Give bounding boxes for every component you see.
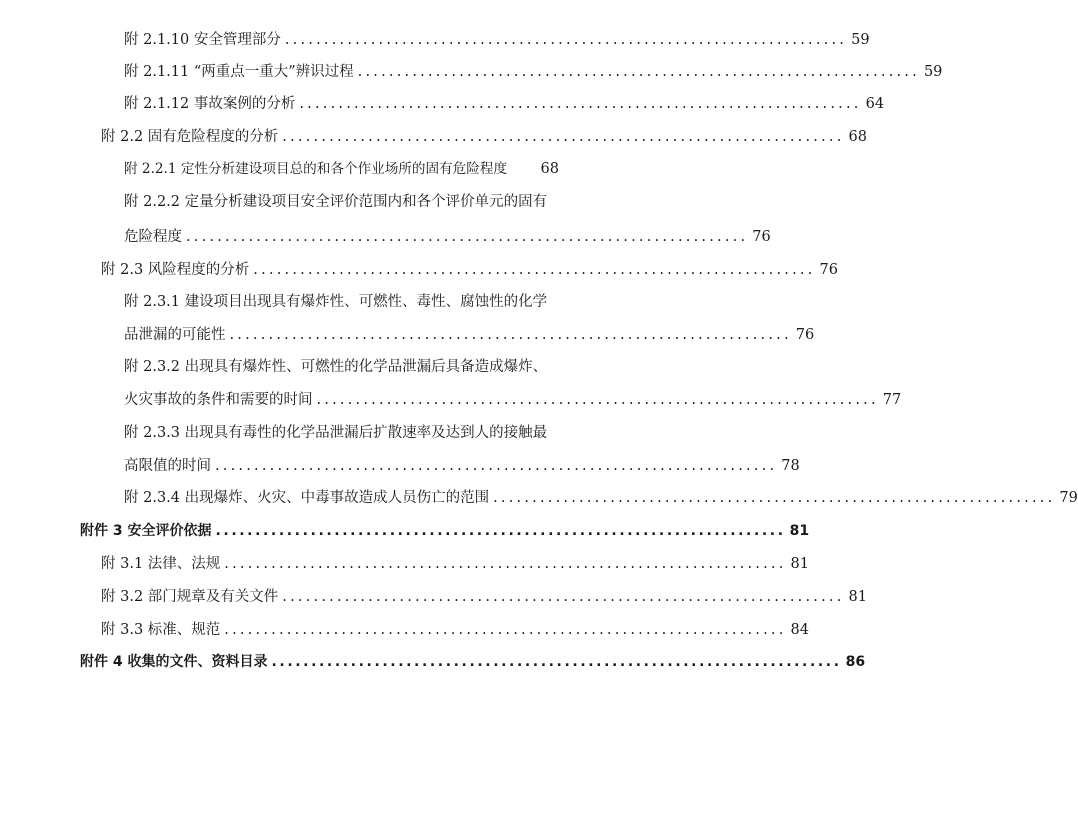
leader-dots: ........................................................................ — [357, 64, 920, 80]
toc-entry-page: 86 — [845, 654, 866, 670]
toc-entry-continuation: 火灾事故的条件和需要的时间 — [124, 392, 313, 408]
toc-entry-label: 附 2.1.10 安全管理部分 — [124, 32, 281, 48]
toc-entry-page: 68 — [540, 161, 559, 177]
leader-dots: ........................................................................ — [282, 589, 845, 605]
leader-dots: ........................................................................ — [215, 458, 778, 474]
toc-entry-page: 76 — [819, 262, 838, 278]
leader-dots: ........................................................................ — [271, 654, 842, 670]
toc-entry-first-line[interactable]: 附 2.3.3 出现具有毒性的化学品泄漏后扩散速率及达到人的接触最 — [124, 425, 548, 441]
toc-entry-first-line[interactable]: 附 2.3.2 出现具有爆炸性、可燃性的化学品泄漏后具备造成爆炸、 — [124, 359, 548, 375]
toc-entry-page: 76 — [752, 229, 771, 245]
toc-entry-page: 78 — [781, 458, 800, 474]
leader-dots: ........................................................................ — [282, 129, 845, 145]
toc-entry[interactable] — [101, 554, 809, 574]
leader-dots: ........................................................................ — [299, 96, 862, 112]
toc-entry-label: 附 2.3 风险程度的分析 — [101, 262, 250, 278]
leader-dots: ........................................................................ — [215, 523, 786, 539]
leader-dots: ........................................................................ — [224, 556, 787, 572]
toc-entry[interactable] — [124, 30, 870, 50]
toc-entry-continuation: 品泄漏的可能性 — [124, 327, 226, 343]
toc-entry[interactable] — [124, 325, 815, 345]
toc-entry[interactable] — [124, 94, 885, 114]
leader-dots: ........................................................................ — [253, 262, 816, 278]
toc-entry-page: 64 — [865, 96, 885, 112]
toc-entry-page: 84 — [790, 622, 809, 638]
toc-entry-label: 附 2.1.12 事故案例的分析 — [124, 96, 296, 112]
toc-entry[interactable] — [101, 587, 867, 607]
toc-entry-label: 附件 3 安全评价依据 — [80, 523, 212, 539]
toc-entry-page: 81 — [790, 556, 809, 572]
toc-entry[interactable] — [124, 62, 943, 82]
toc-entry-continuation: 危险程度 — [124, 229, 182, 245]
toc-entry[interactable] — [101, 127, 867, 147]
toc-entry[interactable] — [124, 227, 771, 247]
toc-entry[interactable] — [124, 456, 800, 476]
toc-entry-label: 附件 4 收集的文件、资料目录 — [80, 654, 268, 670]
leader-dots: ........................................................................ — [316, 392, 879, 408]
toc-entry[interactable] — [80, 652, 866, 672]
toc-entry-first-line[interactable]: 附 2.3.1 建设项目出现具有爆炸性、可燃性、毒性、腐蚀性的化学 — [124, 294, 548, 310]
toc-entry-label: 附 2.3.4 出现爆炸、火灾、中毒事故造成人员伤亡的范围 — [124, 490, 490, 506]
toc-entry[interactable] — [101, 260, 838, 280]
leader-dots: ........................................................................ — [186, 229, 749, 245]
toc-entry-page: 59 — [923, 64, 943, 80]
toc-entry-label: 附 3.1 法律、法规 — [101, 556, 221, 572]
toc-entry-label: 附 2.2 固有危险程度的分析 — [101, 129, 279, 145]
toc-entry-label: 附 2.2.1 定性分析建设项目总的和各个作业场所的固有危险程度 — [124, 161, 508, 177]
toc-entry-page: 77 — [882, 392, 902, 408]
toc-entry-page: 81 — [789, 523, 810, 539]
toc-entry[interactable] — [124, 488, 1078, 508]
toc-entry-page: 59 — [851, 32, 870, 48]
toc-entry-label: 附 2.1.11 “两重点一重大”辨识过程 — [124, 64, 354, 80]
toc-entry[interactable] — [124, 390, 902, 410]
toc-entry-page: 79 — [1059, 490, 1078, 506]
toc-entry-page: 76 — [795, 327, 815, 343]
leader-dots: ........................................................................ — [224, 622, 787, 638]
toc-entry-first-line[interactable]: 附 2.2.2 定量分析建设项目安全评价范围内和各个评价单元的固有 — [124, 194, 548, 210]
leader-dots: ........................................................................ — [284, 32, 848, 48]
toc-entry-page: 68 — [848, 129, 867, 145]
toc-entry[interactable] — [124, 159, 559, 179]
toc-entry-label: 附 3.2 部门规章及有关文件 — [101, 589, 279, 605]
toc-entry-label: 附 3.3 标准、规范 — [101, 622, 221, 638]
toc-entry[interactable] — [80, 521, 810, 541]
toc-entry-continuation: 高限值的时间 — [124, 458, 211, 474]
leader-dots: ........................................................................ — [493, 490, 1056, 506]
toc-entry-page: 81 — [848, 589, 867, 605]
leader-dots: ........................................................................ — [229, 327, 792, 343]
toc-entry[interactable] — [101, 620, 809, 640]
